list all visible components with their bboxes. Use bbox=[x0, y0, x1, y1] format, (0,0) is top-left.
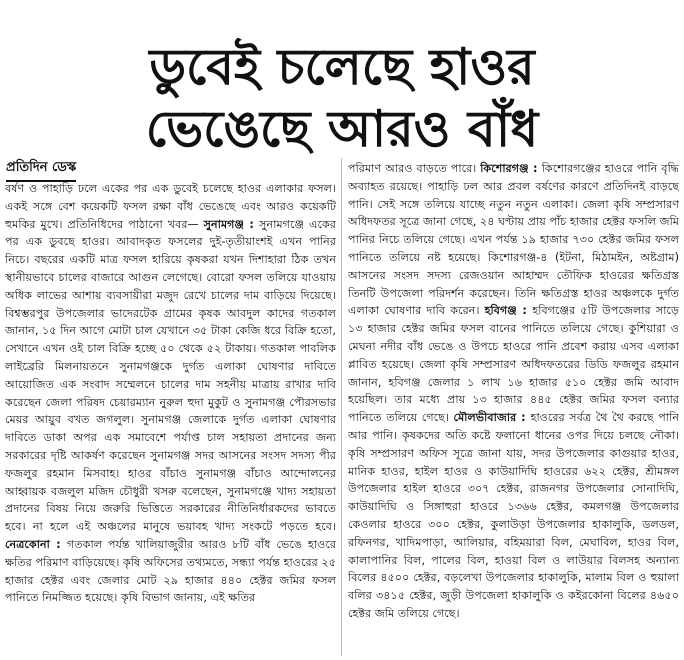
article-body-right bbox=[348, 160, 679, 623]
netrokona-text: গতকাল পর্যন্ত খালিয়াজুরীর আরও ৮টি বাঁধ ভেঙে হাওরে ক্ষতির পরিমাণ বাড়িয়েছে। কৃষি অফিসের তথ্যমতে, সন্ধ্যা পর্যন্ত হাওরের ২৫ হাজার হেক্টর এবং জেলার মোট ২৯ হাজার ৪৪০ হেক্টর জমির ফসল পানিতে নিমজ্জিত হয়েছে। কৃষি বিভাগ জানায়, এই ক্ষতির bbox=[5, 537, 336, 605]
article-column-right bbox=[348, 160, 679, 656]
continued-text: পরিমাণ আরও বাড়তে পারে। bbox=[348, 162, 481, 175]
intro-text: বর্ষণ ও পাহাড়ি ঢলে একের পর এক ডুবেই চলেছে হাওর এলাকার ফসল। একই সঙ্গে বেশ কয়েকটি ফসল রক্ষা বাঁধ ভেঙেছে এবং আরও কয়েকটি হুমকির মুখে। প্রতিনিধিদের পাঠানো খবর— bbox=[5, 182, 336, 231]
habiganj-text: হবিগঞ্জের ৫টি উপজেলার সাড়ে ১৩ হাজার হেক্টর জমির ফসল বানের পানিতে তলিয়ে গেছে। কুশিয়ারা ও মেঘনা নদীর বাঁধ ভেঙে ও উপচে হাওরে পানি প্রবেশ করায় এসব এলাকা প্লাবিত হয়েছে। জেলা কৃষি সম্প্রসারণ অধিদফতরের ডিডি ফজলুর রহমান জানান, হবিগঞ্জ জেলার ১ লাখ ১৬ হাজার ৫১০ হেক্টর জমি আবাদ হয়েছিল। তার মধ্যে প্রায় ১৩ হাজার ৪৪৫ হেক্টর জমির ফসল বন্যার পানিতে তলিয়ে গেছে। bbox=[348, 304, 679, 425]
kishoreganj-text: কিশোরগঞ্জের হাওরে পানি বৃদ্ধি অব্যাহত রয়েছে। পাহাড়ি ঢল আর প্রবল বর্ষণের কারণে প্রতিদিনই বাড়ছে পানি। সেই সঙ্গে তলিয়ে যাচ্ছে নতুন নতুন এলাকা। জেলা কৃষি সম্প্রসারণ অধিদফতর সূত্রে জানা গেছে, ২৪ ঘণ্টায় প্রায় পাঁচ হাজার হেক্টর ফসলি জমি পানির নিচে তলিয়ে গেছে। এখন পর্যন্ত ১৯ হাজার ৭৩০ হেক্টর জমির ফসল পানিতে তলিয়ে নষ্ট হয়েছে। কিশোরগঞ্জ-৪ (ইটনা, মিঠামইন, অষ্টগ্রাম) আসনের সংসদ সদস্য রেজওয়ান আহাম্মদ তৌফিক হাওরের ক্ষতিগ্রস্ত তিনটি উপজেলা পরিদর্শন করেছেন। তিনি ক্ষতিগ্রস্ত হাওর অঞ্চলকে দুর্গত এলাকা ঘোষণার দাবি করেন। bbox=[348, 162, 679, 318]
dateline-kishoreganj: কিশোরগঞ্জ : bbox=[480, 162, 542, 175]
sunamganj-text: সুনামগঞ্জে একের পর এক ডুবছে হাওর। আবাদকৃত ফসলের দুই-তৃতীয়াংশই এখন পানির নিচে। বছরের একটি মাত্র ফসল হারিয়ে কৃষকরা যখন দিশাহারা ঠিক তখন স্থানীয়ভাবে চালের বাজারে আগুন লেগেছে। বোরো ফসল তলিয়ে যাওয়ায় অধিক লাভের আশায় ব্যবসায়ীরা মজুদ রেখে চালের দাম বাড়িয়ে দিয়েছে। বিশ্বম্ভরপুর উপজেলার ভাদেরটেক গ্রামের কৃষক আবদুল কাদের গতকাল জানান, ১৫ দিন আগে মোটা চাল যেখানে ৩৫ টাকা কেজি ধরে বিক্রি হতো, সেখানে এখন ওই চাল বিক্রি হচ্ছে ৫০ থেকে ৫২ টাকায়। গতকাল পাবলিক লাইব্রেরি মিলনায়তনে সুনামগঞ্জকে দুর্গত এলাকা ঘোষণার দাবিতে আয়োজিত এক সংবাদ সম্মেলনে চালের দাম সহনীয় মাত্রায় রাখার দাবি করেছেন জেলা পরিষদ চেয়ারম্যান নুরুল হুদা মুকুট ও সুনামগঞ্জ পৌরসভার মেয়র আয়ুব বখত জগলুল। সুনামগঞ্জ জেলাকে দুর্গত এলাকা ঘোষণার দাবিতে ডাকা অপর এক সমাবেশে পর্যাপ্ত চাল সহায়তা প্রদানের জন্য সরকারের দৃষ্টি আকর্ষণ করেছেন সুনামগঞ্জ সদর আসনের সংসদ সদস্য পীর ফজলুর রহমান মিসবাহ। হাওর বাঁচাও সুনামগঞ্জ বাঁচাও আন্দোলনের আহ্বায়ক বজলুল মজিদ চৌধুরী খসরু বলেছেন, সুনামগঞ্জে খাদ্য সহায়তা প্রদানের বিষয় নিয়ে জরুরি ভিত্তিতে সরকারের নীতিনির্ধারকদের ভাবতে হবে। না হলে এই অঞ্চলের মানুষে ভয়াবহ খাদ্য সংকটে পড়তে হবে। bbox=[5, 217, 336, 534]
headline-line-2: ভেঙেছে আরও বাঁধ bbox=[145, 100, 539, 158]
moulvibazar-text: হাওরের সর্বত্র থৈ থৈ করছে পানি আর পানি। কৃষকদের অতি কষ্টে ফলানো ধানের ওপর দিয়ে চলছে নৌকা। কৃষি সম্প্রসারণ অফিস সূত্রে জানা যায়, সদর উপজেলার কাগুয়ার হাওর, মানিক হাওর, হাইল হাওর ও কাউয়াদিঘি হাওরের ৬২২ হেক্টর, শ্রীমঙ্গল উপজেলার হাইল হাওরে ৩০৭ হেক্টর, রাজনগর উপজেলার সোনাদিঘি, কাউয়াদিঘি ও সিঙ্গাহুরা হাওরে ১৩৬৬ হেক্টর, কমলগঞ্জ উপজেলার কেওলার হাওরে ৩০০ হেক্টর, কুলাউড়া উপজেলার হাকালুকি, ডলডল, রফিনগর, খাদিমপাড়া, আলিয়ার, বহিময়ারা বিল, মেঘাবিল, হাওর বিল, কালাপানির বিল, পালের বিল, হাওয়া বিল ও লাউয়ার বিলসহ অন্যান্য বিলের ৪৫০০ হেক্টর, বড়লেখা উপজেলার হাকালুকি, মালাম বিল ও হুয়ালা বলির ৩৪১৫ হেক্টর, জুড়ী উপজেলা হাকালুকি ও কইরকোনা বিলের ৪৬৫০ হেক্টর জমি তলিয়ে গেছে। bbox=[348, 411, 679, 620]
headline-line-1: ডুবেই চলেছে হাওর bbox=[149, 38, 535, 96]
byline: প্রতিদিন ডেস্ক bbox=[6, 158, 76, 182]
article-column-left bbox=[5, 180, 336, 656]
article-body-left bbox=[5, 180, 336, 607]
dateline-moulvibazar: মৌলভীবাজার : bbox=[453, 411, 531, 425]
headline bbox=[0, 0, 684, 158]
dateline-habiganj: হবিগঞ্জ : bbox=[484, 304, 533, 318]
dateline-sunamganj: সুনামগঞ্জ : bbox=[203, 217, 260, 231]
dateline-netrokona: নেত্রকোনা : bbox=[5, 537, 67, 551]
column-divider bbox=[341, 158, 342, 656]
